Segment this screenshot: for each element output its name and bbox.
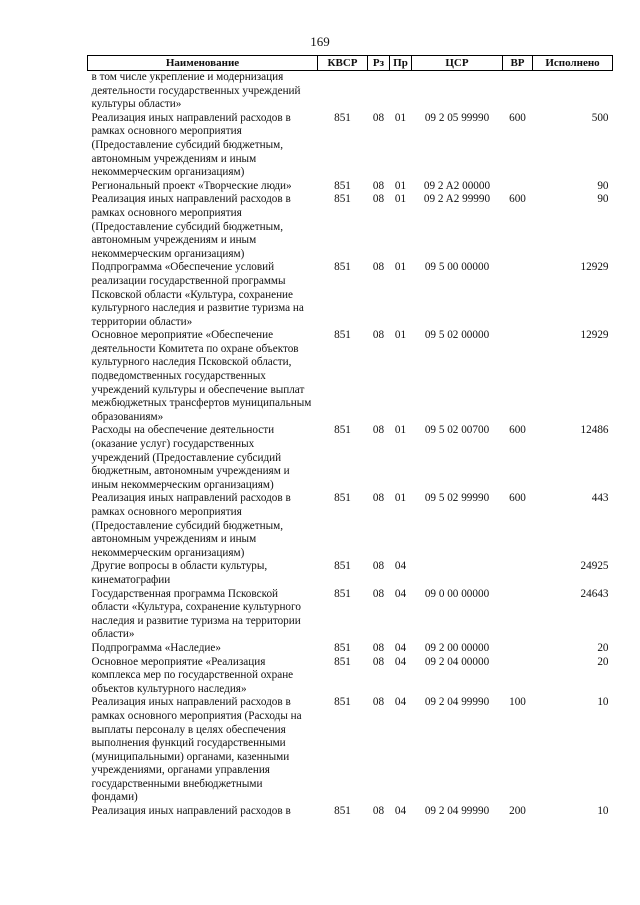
cell-csr (412, 71, 503, 112)
header-kvsr: КВСР (318, 56, 368, 71)
cell-pr: 04 (394, 641, 407, 654)
header-executed: Исполнено (533, 56, 613, 71)
table-row (88, 560, 613, 587)
cell-pr: 01 (394, 261, 407, 274)
cell-name: Реализация иных направлений расходов в рамках основного мероприятия (Расходы на выплаты персоналу в целях обеспечения выполнения функций государственными (муниципальными) органами, казенными учреждениями, органами управления государственными внебюджетными фондами) (91, 696, 302, 804)
cell-vr: 600 (509, 111, 526, 124)
cell-csr: 09 5 02 00000 (424, 329, 490, 342)
budget-execution-table (87, 55, 613, 819)
cell-name: Подпрограмма «Наследие» (91, 641, 221, 654)
cell-name: Реализация иных направлений расходов в рамках основного мероприятия (Предоставление субсидий бюджетным, автономным учреждениям и иным некоммерческим организациям) (91, 193, 291, 260)
cell-rz: 08 (372, 560, 385, 573)
cell-kvsr: 851 (334, 329, 351, 342)
table-row (88, 424, 613, 492)
header-name: Наименование (88, 56, 318, 71)
table-row (88, 492, 613, 560)
cell-vr: 100 (509, 696, 526, 709)
cell-kvsr: 851 (334, 492, 351, 505)
cell-vr (503, 588, 533, 642)
table-row (88, 193, 613, 261)
cell-kvsr: 851 (334, 655, 351, 668)
cell-csr: 09 5 02 99990 (424, 492, 490, 505)
cell-vr (503, 261, 533, 329)
header-pr: Пр (390, 56, 412, 71)
table-row (88, 112, 613, 180)
cell-rz: 08 (372, 641, 385, 654)
cell-executed: 20 (597, 641, 609, 654)
cell-csr: 09 2 04 00000 (424, 655, 490, 668)
header-vr: ВР (503, 56, 533, 71)
cell-executed: 24925 (580, 560, 609, 573)
cell-executed (533, 71, 613, 112)
cell-kvsr: 851 (334, 696, 351, 709)
cell-rz: 08 (372, 111, 385, 124)
cell-csr: 09 0 00 00000 (424, 587, 490, 600)
cell-rz: 08 (372, 424, 385, 437)
cell-csr: 09 5 02 00700 (424, 424, 490, 437)
table-row (88, 696, 613, 805)
cell-csr: 09 2 05 99990 (424, 111, 490, 124)
header-rz: Рз (368, 56, 390, 71)
cell-executed: 12929 (580, 261, 609, 274)
cell-executed: 24643 (580, 587, 609, 600)
cell-name: Основное мероприятие «Обеспечение деятельности Комитета по охране объектов культурного наследия Псковской области, подведомственных государственных учреждений культуры и обеспечение выплат межбюджетных трансфертов муниципальным образованиям» (91, 329, 312, 423)
cell-pr: 04 (394, 696, 407, 709)
cell-vr (503, 656, 533, 697)
cell-vr (503, 560, 533, 587)
cell-vr: 200 (509, 805, 526, 818)
cell-name: Реализация иных направлений расходов в рамках основного мероприятия (Предоставление субсидий бюджетным, автономным учреждениям и иным некоммерческим организациям) (91, 492, 291, 559)
cell-pr: 01 (394, 111, 407, 124)
cell-kvsr: 851 (334, 111, 351, 124)
cell-kvsr: 851 (334, 193, 351, 206)
cell-rz: 08 (372, 193, 385, 206)
cell-kvsr: 851 (334, 805, 351, 818)
header-csr: ЦСР (412, 56, 503, 71)
cell-vr (503, 180, 533, 194)
cell-name: Расходы на обеспечение деятельности (оказание услуг) государственных учреждений (Предоставление субсидий бюджетным, автономным учреждениям и иным некоммерческим организациям) (91, 424, 290, 491)
table-header-row (88, 56, 613, 71)
cell-name: Государственная программа Псковской области «Культура, сохранение культурного наследия и развитие туризма на территории области» (91, 587, 301, 641)
cell-vr: 600 (509, 193, 526, 206)
cell-kvsr: 851 (334, 261, 351, 274)
table-row (88, 71, 613, 112)
cell-vr (503, 642, 533, 656)
cell-csr: 09 2 04 99990 (424, 696, 490, 709)
cell-csr: 09 2 A2 00000 (423, 179, 491, 192)
table-row (88, 642, 613, 656)
cell-kvsr: 851 (334, 424, 351, 437)
cell-executed: 90 (597, 193, 609, 206)
cell-vr: 600 (509, 492, 526, 505)
cell-name: Подпрограмма «Обеспечение условий реализации государственной программы Псковской области «Культура, сохранение культурного наследия и развитие туризма на территории области» (91, 261, 304, 328)
cell-vr (503, 71, 533, 112)
cell-name: Другие вопросы в области культуры, кинематографии (91, 560, 268, 586)
cell-pr: 01 (394, 492, 407, 505)
cell-name: Региональный проект «Творческие люди» (91, 179, 292, 192)
cell-pr (390, 71, 412, 112)
table-row (88, 180, 613, 194)
cell-kvsr: 851 (334, 179, 351, 192)
cell-pr: 04 (394, 587, 407, 600)
cell-pr: 04 (394, 560, 407, 573)
cell-csr: 09 2 00 00000 (424, 641, 490, 654)
cell-rz: 08 (372, 655, 385, 668)
cell-csr: 09 5 00 00000 (424, 261, 490, 274)
cell-pr: 01 (394, 424, 407, 437)
cell-rz: 08 (372, 492, 385, 505)
cell-rz: 08 (372, 179, 385, 192)
cell-executed: 12929 (580, 329, 609, 342)
cell-executed: 10 (597, 696, 609, 709)
cell-executed: 443 (591, 492, 609, 505)
cell-kvsr: 851 (334, 560, 351, 573)
cell-executed: 90 (597, 179, 609, 192)
cell-kvsr (318, 71, 368, 112)
cell-kvsr: 851 (334, 641, 351, 654)
cell-name: в том числе укрепление и модернизация деятельности государственных учреждений культуры области» (91, 71, 301, 111)
table-row (88, 329, 613, 424)
cell-pr: 04 (394, 655, 407, 668)
cell-csr: 09 2 A2 99990 (423, 193, 491, 206)
cell-csr: 09 2 04 99990 (424, 805, 490, 818)
cell-pr: 01 (394, 179, 407, 192)
cell-csr (412, 560, 503, 587)
cell-executed: 20 (597, 655, 609, 668)
cell-executed: 10 (597, 805, 609, 818)
cell-name: Основное мероприятие «Реализация комплекса мер по государственной охране объектов культурного наследия» (91, 655, 294, 695)
cell-vr (503, 329, 533, 424)
table-row (88, 588, 613, 642)
cell-pr: 01 (394, 193, 407, 206)
cell-rz: 08 (372, 261, 385, 274)
cell-kvsr: 851 (334, 587, 351, 600)
cell-executed: 12486 (580, 424, 609, 437)
page-number: 169 (310, 34, 330, 49)
table-row (88, 656, 613, 697)
cell-rz: 08 (372, 587, 385, 600)
cell-rz: 08 (372, 805, 385, 818)
cell-pr: 04 (394, 805, 407, 818)
table-row (88, 805, 613, 819)
table-row (88, 261, 613, 329)
cell-name: Реализация иных направлений расходов в рамках основного мероприятия (Предоставление субсидий бюджетным, автономным учреждениям и иным некоммерческим организациям) (91, 111, 291, 179)
cell-vr: 600 (509, 424, 526, 437)
cell-pr: 01 (394, 329, 407, 342)
cell-executed: 500 (591, 111, 609, 124)
cell-rz (368, 71, 390, 112)
cell-rz: 08 (372, 696, 385, 709)
cell-rz: 08 (372, 329, 385, 342)
cell-name: Реализация иных направлений расходов в (91, 805, 291, 818)
